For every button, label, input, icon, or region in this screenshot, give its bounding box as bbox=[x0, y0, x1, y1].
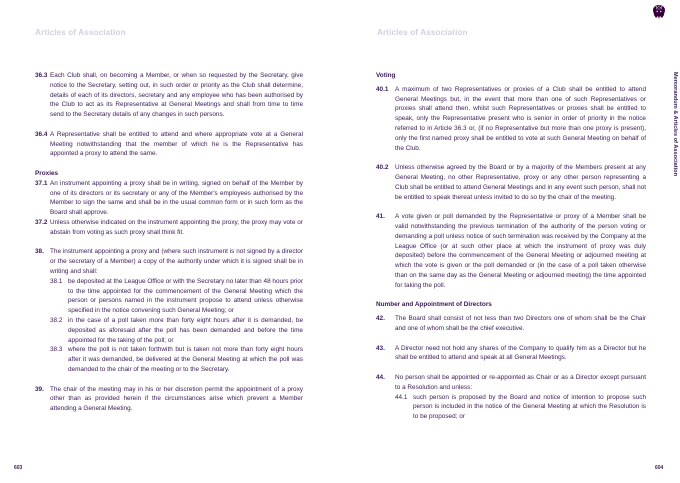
clause-36-4 bbox=[35, 130, 303, 159]
side-section-label bbox=[672, 72, 680, 176]
subclause-44-1 bbox=[395, 393, 646, 422]
heading-directors: Number and Appointment of Directors bbox=[376, 301, 492, 309]
clause-text: A Representative shall be entitled to attend and where appropriate vote at a General Meeting notwithstanding that the member of which he is the Representative has appointed a proxy to attend the same. bbox=[50, 130, 303, 158]
right-page bbox=[340, 0, 680, 483]
clause-40-1 bbox=[376, 85, 646, 154]
right-text-column bbox=[376, 71, 646, 432]
page-number-right: 604 bbox=[655, 465, 664, 471]
subclause-38-3 bbox=[50, 345, 303, 374]
clause-42 bbox=[376, 314, 646, 334]
clause-body bbox=[50, 247, 303, 374]
clause-text: An instrument appointing a proxy shall be in writing, signed on behalf of the Member by one of its directors or its secretary or any of the Member's employees authorised by the Member to sign the same and shall be in the usual common form or in such form as the Board shall approve. bbox=[50, 179, 303, 217]
clause-number: 39. bbox=[35, 385, 44, 393]
heading-voting: Voting bbox=[376, 72, 396, 79]
clause-number: 40.1 bbox=[376, 85, 389, 93]
left-running-header: Articles of Association bbox=[35, 28, 126, 37]
clause-number: 43. bbox=[376, 344, 385, 352]
clause-number: 41. bbox=[376, 213, 385, 221]
subclause-38-2 bbox=[50, 316, 303, 345]
clause-number: 40.2 bbox=[376, 164, 389, 172]
clause-text: A maximum of two Representatives or proxies of a Club shall be entitled to attend General Meetings but, in the event that more than one of such Representatives or proxies shall attend then, whilst such Representatives or proxies shall be entitled to speak, only the Representative present who is senior in order of priority in the notice referred to in Article 36.3 or, (if no Representative but more than one proxy is present), only the first named proxy shall be entitled to vote at such General Meeting on behalf of the Club. bbox=[395, 85, 646, 152]
clause-37-2 bbox=[35, 218, 303, 238]
left-text-column bbox=[35, 71, 303, 424]
clause-text: The Board shall consist of not less than two Directors one of whom shall be the Chair and one of whom shall be the chief executive. bbox=[395, 315, 646, 332]
right-running-header: Articles of Association bbox=[377, 28, 468, 37]
clause-number: 37.2 bbox=[35, 218, 48, 226]
subclause-number: 44.1 bbox=[395, 393, 408, 401]
subclause-text: be deposited at the League Office or with the Secretary no later than 48 hours prior to the time appointed for the commencement of the General Meeting which the person or persons named in the instrument propose to attend unless otherwise specified in the notice convening such General Meeting; or bbox=[68, 277, 303, 315]
clause-number: 36.3 bbox=[35, 72, 48, 79]
heading-proxies: Proxies bbox=[35, 169, 59, 177]
clause-36-3 bbox=[35, 71, 303, 120]
clause-39 bbox=[35, 385, 303, 414]
side-label-text: Memorandum & Articles of Association bbox=[672, 72, 678, 177]
clause-41 bbox=[376, 212, 646, 290]
clause-43 bbox=[376, 344, 646, 364]
clause-text: Each Club shall, on becoming a Member, or when so requested by the Secretary, give notice to the Secretary, setting out, in such order or priority as the Club shall determine, details of each of its directors, secretary and any employee who has been authorised by the Club to act as its Representative at General Meetings and shall from time to time send to the Secretary details of any changes in such persons. bbox=[50, 72, 303, 119]
clause-text: The chair of the meeting may in his or her discretion permit the appointment of a proxy other than as provided herein if the circumstances arise which prevent a Member attending a General Meeting. bbox=[50, 385, 303, 413]
clause-37-1 bbox=[35, 179, 303, 218]
clause-number: 36.4 bbox=[35, 130, 48, 138]
page-number-left: 603 bbox=[14, 465, 23, 471]
clause-text: Unless otherwise agreed by the Board or by a majority of the Members present at any General Meeting, no other Representative, proxy or any other person representing a Club shall be entitled to attend General Meetings and in any event such person, shall not be entitled to speak thereat unless invited to do so by the chair of the meeting. bbox=[395, 164, 646, 201]
clause-body bbox=[395, 373, 646, 422]
subclause-number: 38.3 bbox=[50, 346, 63, 354]
clause-number: 44. bbox=[376, 373, 385, 381]
subclause-38-1 bbox=[50, 277, 303, 316]
subclause-text: such person is proposed by the Board and notice of intention to propose such person is included in the notice of the General Meeting at which the Resolution is to be proposed; or bbox=[413, 393, 646, 421]
subclause-text: in the case of a poll taken more than forty eight hours after it is demanded, be deposited as aforesaid after the poll has been demanded and before the time appointed for the taking of the poll; or bbox=[68, 316, 303, 344]
subclause-number: 38.2 bbox=[50, 316, 63, 324]
clause-number: 38. bbox=[35, 248, 44, 256]
clause-44 bbox=[376, 373, 646, 422]
clause-text: No person shall be appointed or re-appointed as Chair or as a Director except pursuant to a Resolution and unless: bbox=[395, 373, 646, 391]
clause-38 bbox=[35, 247, 303, 374]
clause-number: 42. bbox=[376, 315, 385, 323]
clause-40-2 bbox=[376, 163, 646, 202]
clause-text: A vote given or poll demanded by the Representative or proxy of a Member shall be valid notwithstanding the previous termination of the authority of the person voting or demanding a poll unless notice of such termination was received by the Company at the League Office (or at such other place at which the instrument of proxy was duly deposited) before the commencement of the General Meeting or adjourned meeting at which the vote is given or the poll demanded or (in the case of a poll taken otherwise than on the same day as the General Meeting or adjourned meeting) the time appointed for taking the poll. bbox=[395, 213, 646, 289]
subclause-text: where the poll is not taken forthwith but is taken not more than forty eight hours after it was demanded, be delivered at the General Meeting at which the poll was demanded to the chair of the meeting or to the Secretary. bbox=[68, 346, 303, 373]
clause-number: 37.1 bbox=[35, 179, 48, 187]
clause-text: Unless otherwise indicated on the instrument appointing the proxy, the proxy may vote or abstain from voting as such proxy shall think fit. bbox=[50, 218, 303, 236]
league-lion-logo-icon bbox=[651, 4, 667, 20]
subclause-number: 38.1 bbox=[50, 277, 63, 285]
clause-text: The instrument appointing a proxy and (where such instrument is not signed by a director or the secretary of a Member) a copy of the authority under which it is signed shall be in writing and shall: bbox=[50, 248, 303, 275]
clause-text: A Director need not hold any shares of the Company to qualify him as a Director but he shall be entitled to attend and speak at all General Meetings. bbox=[395, 344, 646, 362]
